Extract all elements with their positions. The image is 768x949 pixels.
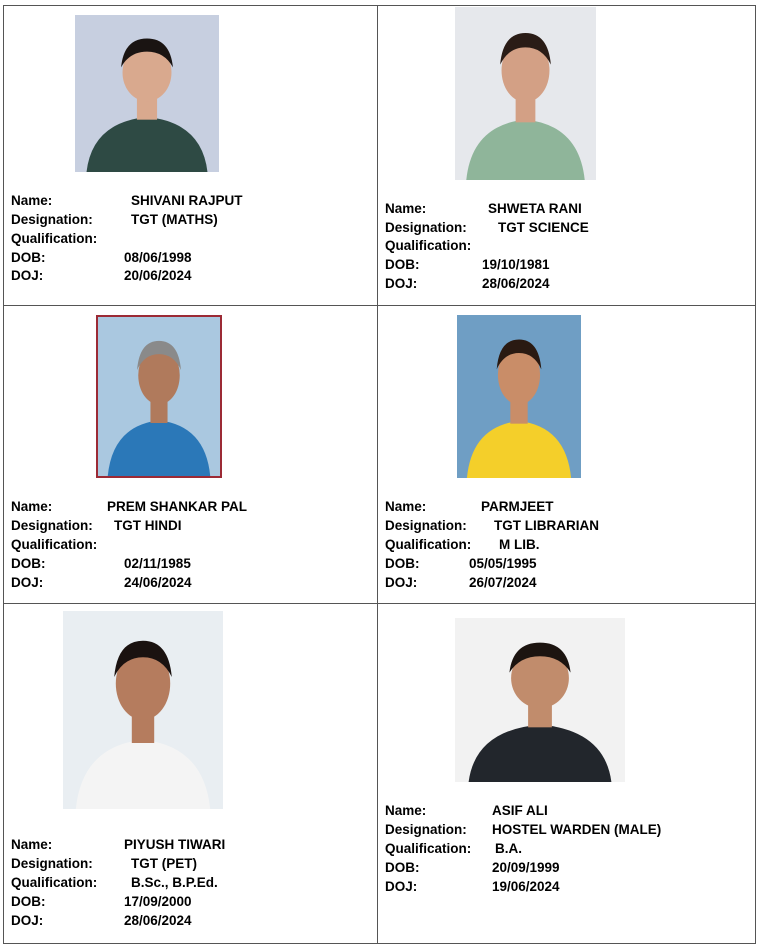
staff-grid xyxy=(3,5,756,944)
dob-value: 08/06/1998 xyxy=(124,250,192,265)
designation-label: Designation: xyxy=(11,518,93,533)
name-label: Name: xyxy=(385,201,427,216)
dob-label: DOB: xyxy=(385,257,420,272)
qualification-label: Qualification: xyxy=(11,875,98,890)
name-value: ASIF ALI xyxy=(492,803,548,818)
name-value: PARMJEET xyxy=(481,499,554,514)
designation-value: TGT (MATHS) xyxy=(131,212,218,227)
doj-value: 20/06/2024 xyxy=(124,268,192,283)
staff-photo xyxy=(63,611,223,809)
staff-card xyxy=(3,603,378,944)
staff-card xyxy=(377,603,756,944)
qualification-label: Qualification: xyxy=(11,537,98,552)
dob-value: 20/09/1999 xyxy=(492,860,560,875)
dob-value: 19/10/1981 xyxy=(482,257,550,272)
name-label: Name: xyxy=(11,499,53,514)
name-value: SHWETA RANI xyxy=(488,201,582,216)
doj-value: 19/06/2024 xyxy=(492,879,560,894)
doj-value: 28/06/2024 xyxy=(482,276,550,291)
staff-card xyxy=(3,5,378,306)
qualification-value: B.A. xyxy=(495,841,522,856)
designation-value: TGT HINDI xyxy=(114,518,182,533)
designation-label: Designation: xyxy=(385,518,467,533)
dob-label: DOB: xyxy=(385,556,420,571)
staff-photo xyxy=(455,618,625,782)
staff-card xyxy=(3,305,378,604)
dob-value: 17/09/2000 xyxy=(124,894,192,909)
staff-photo xyxy=(455,7,596,180)
name-label: Name: xyxy=(11,837,53,852)
doj-label: DOJ: xyxy=(385,276,418,291)
designation-value: TGT LIBRARIAN xyxy=(494,518,599,533)
doj-label: DOJ: xyxy=(385,575,418,590)
dob-label: DOB: xyxy=(385,860,420,875)
staff-card xyxy=(377,305,756,604)
staff-photo xyxy=(96,315,222,478)
name-value: PREM SHANKAR PAL xyxy=(107,499,248,514)
doj-value: 24/06/2024 xyxy=(124,575,192,590)
doj-value: 26/07/2024 xyxy=(469,575,537,590)
dob-label: DOB: xyxy=(11,556,46,571)
name-value: PIYUSH TIWARI xyxy=(124,837,226,852)
name-label: Name: xyxy=(11,193,53,208)
name-label: Name: xyxy=(385,499,427,514)
dob-value: 05/05/1995 xyxy=(469,556,537,571)
dob-label: DOB: xyxy=(11,250,46,265)
name-label: Name: xyxy=(385,803,427,818)
staff-photo xyxy=(457,315,581,478)
name-value: SHIVANI RAJPUT xyxy=(131,193,243,208)
designation-label: Designation: xyxy=(11,856,93,871)
staff-photo xyxy=(75,15,219,172)
designation-label: Designation: xyxy=(11,212,93,227)
staff-card xyxy=(377,5,756,306)
qualification-value: B.Sc., B.P.Ed. xyxy=(131,875,218,890)
doj-value: 28/06/2024 xyxy=(124,913,192,928)
doj-label: DOJ: xyxy=(11,913,44,928)
designation-label: Designation: xyxy=(385,822,467,837)
doj-label: DOJ: xyxy=(11,268,44,283)
designation-value: TGT SCIENCE xyxy=(498,220,589,235)
designation-label: Designation: xyxy=(385,220,467,235)
qualification-label: Qualification: xyxy=(11,231,98,246)
designation-value: TGT (PET) xyxy=(131,856,197,871)
qualification-value: M LIB. xyxy=(499,537,540,552)
dob-label: DOB: xyxy=(11,894,46,909)
doj-label: DOJ: xyxy=(385,879,418,894)
dob-value: 02/11/1985 xyxy=(124,556,191,571)
designation-value: HOSTEL WARDEN (MALE) xyxy=(492,822,662,837)
doj-label: DOJ: xyxy=(11,575,44,590)
qualification-label: Qualification: xyxy=(385,537,472,552)
qualification-label: Qualification: xyxy=(385,238,472,253)
qualification-label: Qualification: xyxy=(385,841,472,856)
